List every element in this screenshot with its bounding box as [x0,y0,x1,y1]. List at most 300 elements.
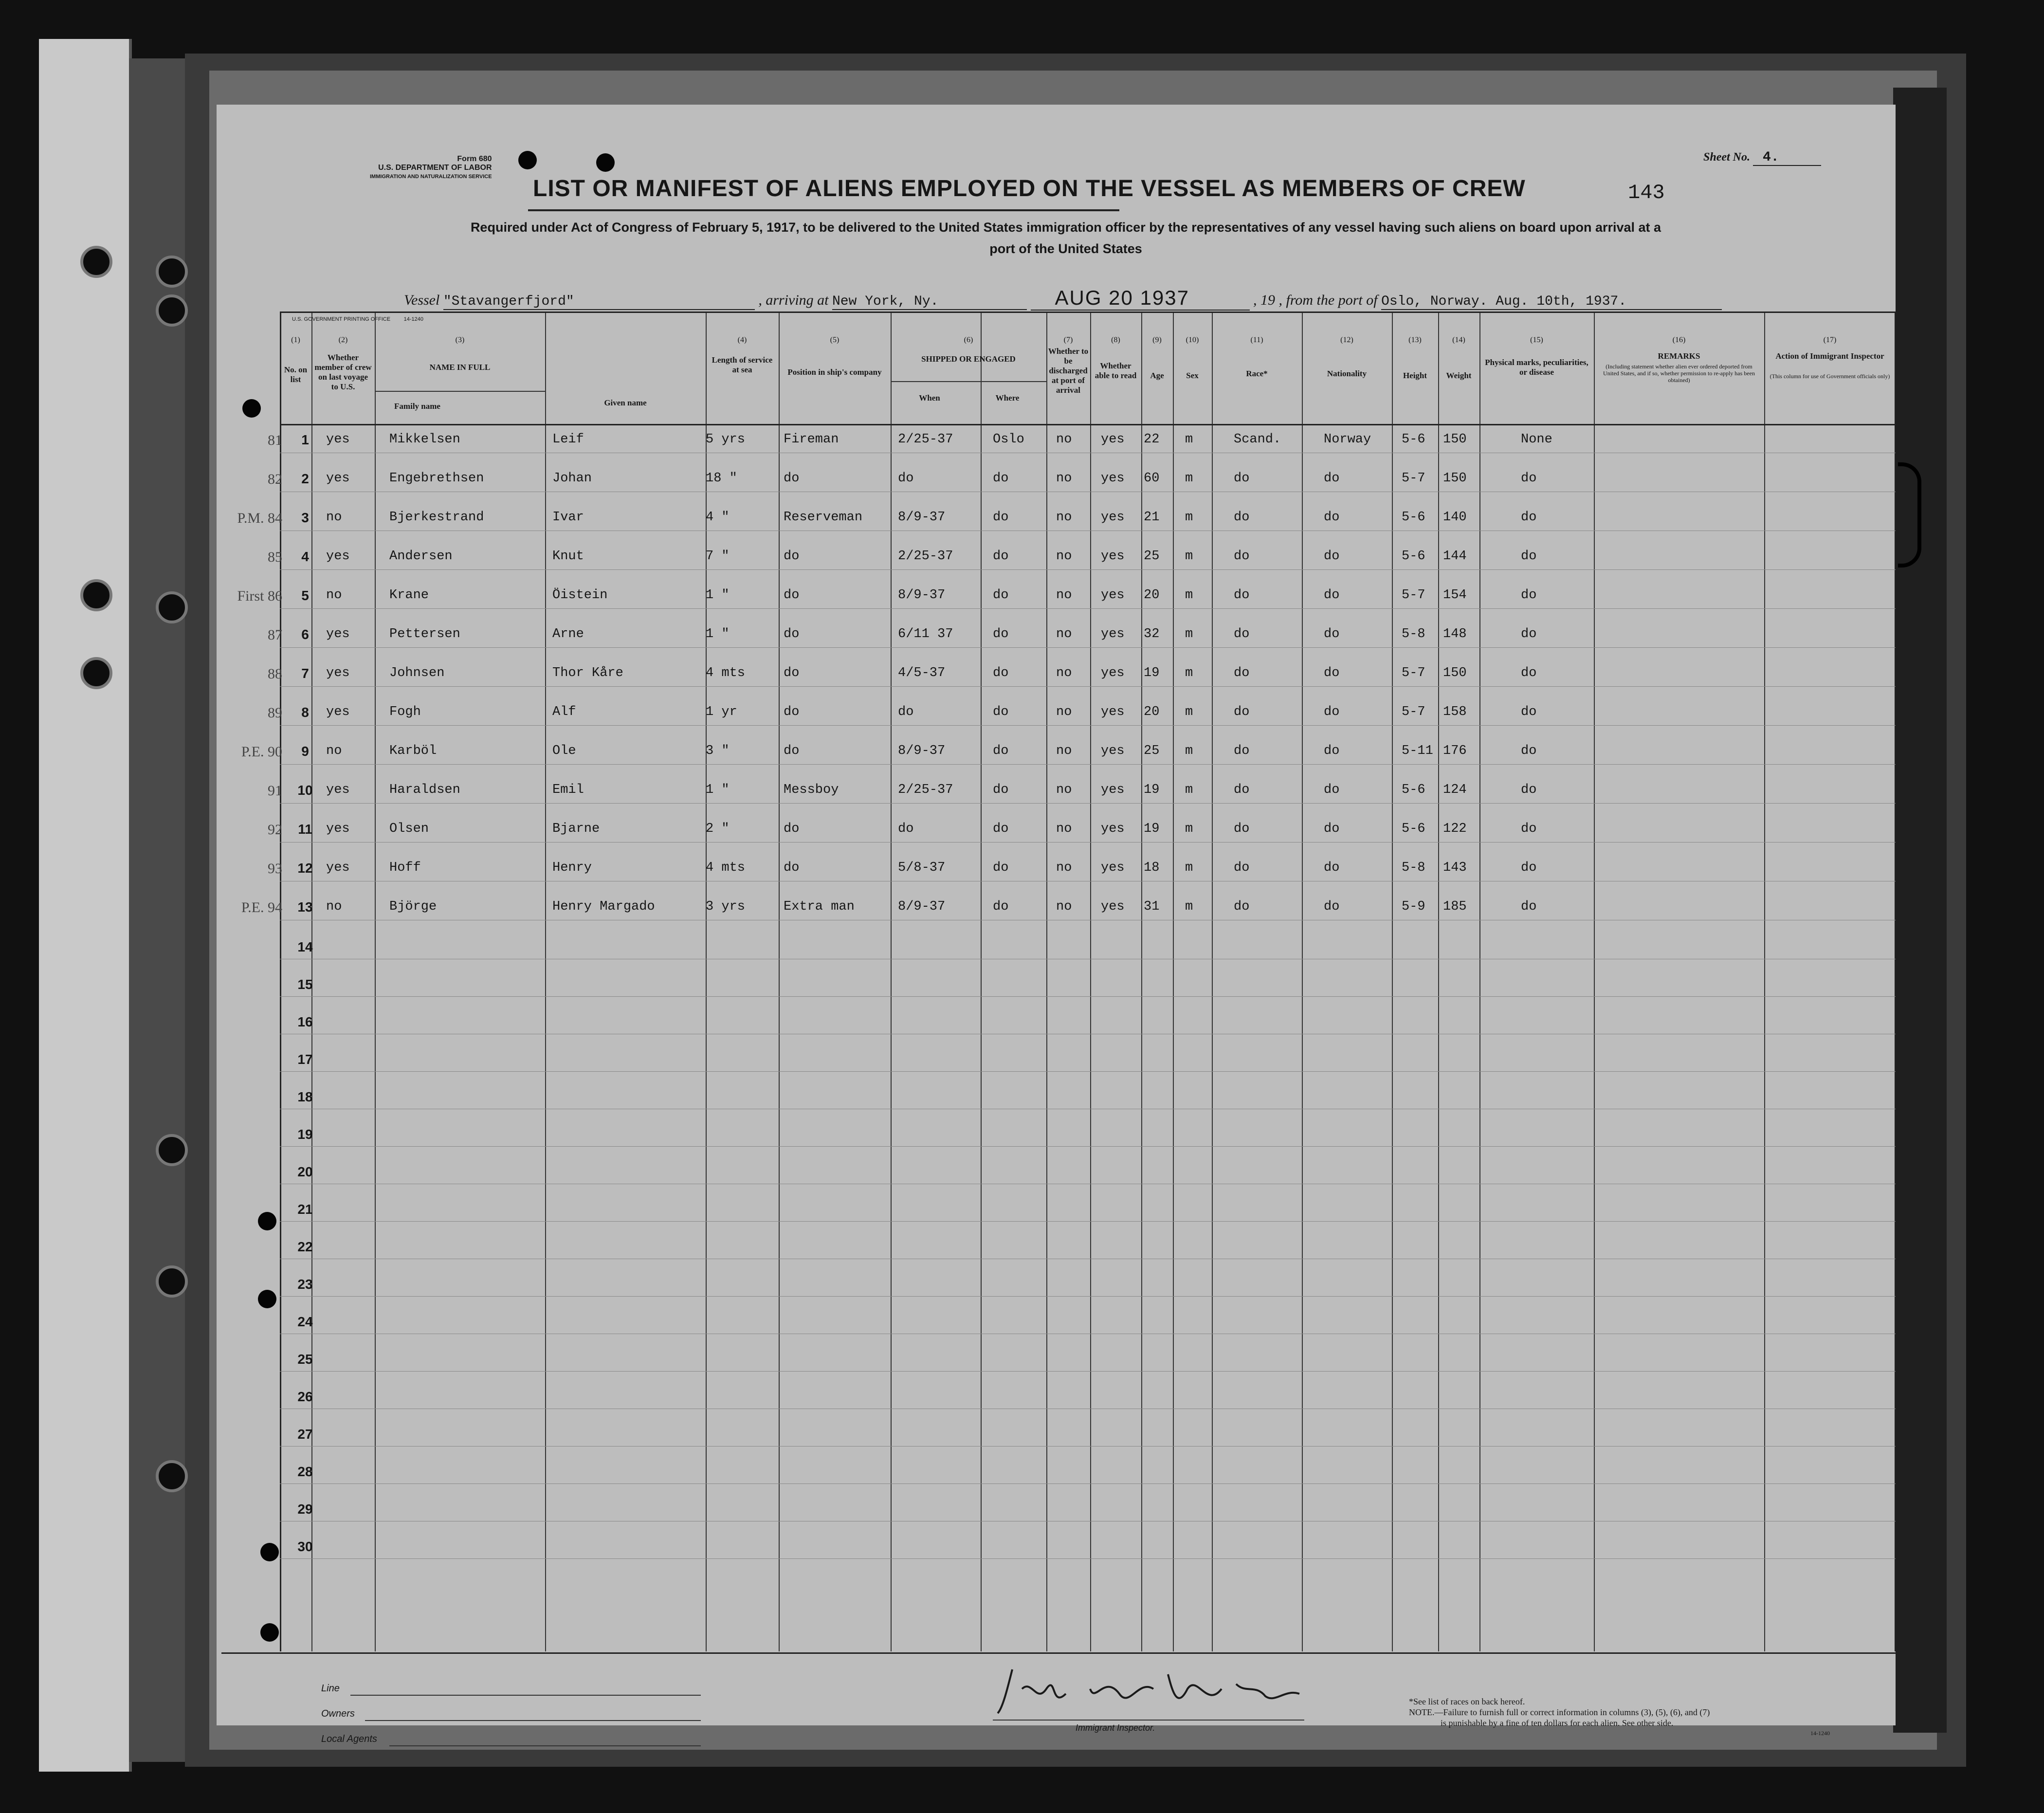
cell-family: Pettersen [389,627,460,641]
cell-where: do [993,510,1009,525]
cell-marks: do [1521,549,1537,564]
row-number: 3 [301,510,309,525]
col6-where-header: Where [995,393,1020,403]
cell-discharged: no [1056,666,1072,680]
row-number: 18 [297,1089,313,1104]
cell-height: 5-8 [1402,861,1425,875]
cell-age: 21 [1144,510,1160,525]
departure-port: Oslo, Norway. Aug. 10th, 1937. [1381,294,1722,310]
col14-num: (14) [1452,336,1465,344]
cell-marks: do [1521,861,1537,875]
cell-prev: yes [326,822,350,836]
cell-age: 25 [1144,744,1160,758]
cell-weight: 150 [1443,666,1467,680]
cell-race: do [1234,861,1250,875]
cell-prev: yes [326,861,350,875]
col17-subheader: (This column for use of Government officials only) [1770,373,1890,380]
col9-num: (9) [1152,336,1162,344]
cell-read: yes [1101,588,1125,603]
row-number: 10 [297,783,313,798]
punch-hole [260,1623,279,1642]
cell-race: do [1234,510,1250,525]
cell-race: do [1234,471,1250,486]
cell-position: do [784,822,800,836]
punch-hole [242,399,261,418]
cell-where: do [993,861,1009,875]
cell-service: 1 " [706,627,730,641]
cell-family: Olsen [389,822,429,836]
cell-prev: no [326,744,342,758]
margin-annotation: P.E. 94 [241,899,282,916]
cell-age: 18 [1144,861,1160,875]
row-rule [280,569,1896,570]
cell-family: Krane [389,588,429,603]
cell-family: Mikkelsen [389,432,460,447]
cell-read: yes [1101,471,1125,486]
cell-height: 5-7 [1402,666,1425,680]
row-number: 14 [297,939,313,954]
department-name: U.S. DEPARTMENT OF LABOR [378,164,492,172]
cell-marks: do [1521,744,1537,758]
page-title: LIST OR MANIFEST OF ALIENS EMPLOYED ON THE VESSEL AS MEMBERS OF CREW [533,176,1526,201]
inspector-signature [993,1660,1304,1728]
form-number: Form 680 [457,155,492,163]
cell-discharged: no [1056,432,1072,447]
cell-nationality: Norway [1324,432,1371,447]
cell-discharged: no [1056,744,1072,758]
cell-given: Emil [552,783,584,797]
cell-prev: no [326,510,342,525]
cell-service: 4 " [706,510,730,525]
margin-annotation: P.E. 90 [241,744,282,760]
crew-table [280,311,1896,1651]
cell-given: Thor Kåre [552,666,623,680]
row-number: 2 [301,471,309,486]
cell-discharged: no [1056,549,1072,564]
cell-marks: do [1521,627,1537,641]
row-number: 7 [301,666,309,681]
page-number: 143 [1628,181,1665,204]
cell-when: 8/9-37 [898,588,946,603]
cell-read: yes [1101,666,1125,680]
cell-marks: None [1521,432,1552,447]
cell-age: 60 [1144,471,1160,486]
cell-where: do [993,627,1009,641]
cell-age: 19 [1144,822,1160,836]
row-rule [280,996,1896,997]
cell-service: 2 " [706,822,730,836]
cell-service: 18 " [706,471,737,486]
cell-when: 8/9-37 [898,510,946,525]
punch-hole [80,579,112,611]
cell-marks: do [1521,899,1537,914]
cell-marks: do [1521,588,1537,603]
col6-num: (6) [964,336,973,344]
cell-marks: do [1521,666,1537,680]
punch-hole [156,1460,188,1492]
cell-race: do [1234,822,1250,836]
col8-header: Whether able to read [1095,361,1137,380]
cell-read: yes [1101,549,1125,564]
col10-num: (10) [1186,336,1199,344]
cell-discharged: no [1056,861,1072,875]
row-rule [280,1483,1896,1484]
line-field[interactable] [350,1695,701,1696]
cell-prev: yes [326,549,350,564]
footnote-penalty: NOTE.—Failure to furnish full or correct information in columns (3), (5), (6), and (7) [1409,1707,1710,1717]
col12-num: (12) [1340,336,1353,344]
row-number: 5 [301,588,309,603]
row-rule [280,686,1896,687]
row-number: 4 [301,549,309,564]
local-agents-label: Local Agents [321,1734,377,1744]
cell-weight: 140 [1443,510,1467,525]
row-rule [280,1446,1896,1447]
line-label: Line [321,1683,340,1694]
cell-nationality: do [1324,549,1340,564]
sheet-value: 4. [1753,150,1821,166]
cell-where: do [993,549,1009,564]
cell-where: do [993,705,1009,719]
cell-given: Bjarne [552,822,600,836]
cell-race: do [1234,744,1250,758]
cell-nationality: do [1324,783,1340,797]
footnote-races: *See list of races on back hereof. [1409,1697,1525,1706]
col8-num: (8) [1111,336,1120,344]
cell-family: Hoff [389,861,421,875]
cell-where: do [993,822,1009,836]
row-number: 11 [298,822,312,837]
cell-position: do [784,666,800,680]
form-header [370,155,492,181]
punch-hole [156,256,188,288]
cell-service: 4 mts [706,666,746,680]
cell-position: do [784,744,800,758]
cell-prev: yes [326,705,350,719]
cell-given: Knut [552,549,584,564]
cell-prev: no [326,899,342,914]
service-name: IMMIGRATION AND NATURALIZATION SERVICE [370,174,492,180]
cell-height: 5-6 [1402,783,1425,797]
punch-hole [80,657,112,689]
cell-given: Alf [552,705,576,719]
cell-age: 19 [1144,783,1160,797]
cell-race: do [1234,549,1250,564]
row-number: 19 [297,1127,313,1142]
col9-header: Age [1150,371,1164,380]
cell-sex: m [1185,627,1193,641]
cell-position: Extra man [784,899,855,914]
cell-read: yes [1101,627,1125,641]
cell-height: 5-6 [1402,549,1425,564]
cell-height: 5-11 [1402,744,1433,758]
row-number: 24 [297,1314,313,1329]
cell-age: 20 [1144,588,1160,603]
owners-field[interactable] [365,1720,701,1721]
cell-discharged: no [1056,705,1072,719]
col3-family-header: Family name [394,402,440,411]
cell-height: 5-8 [1402,627,1425,641]
cell-discharged: no [1056,899,1072,914]
col16-header: REMARKS [1658,351,1700,361]
col11-header: Race* [1246,369,1268,378]
cell-family: Haraldsen [389,783,460,797]
cell-prev: yes [326,666,350,680]
voyage-line [404,286,1722,311]
cell-given: Henry [552,861,592,875]
vessel-name: "Stavangerfjord" [443,294,755,310]
margin-annotation: 88 [268,666,282,682]
cell-height: 5-9 [1402,899,1425,914]
col3-given-header: Given name [604,398,647,407]
local-agents-field[interactable] [389,1745,701,1746]
punch-hole [596,153,615,172]
col7-header: Whether to be discharged at port of arrival [1048,347,1089,395]
row-number: 25 [297,1352,313,1367]
row-number: 13 [297,899,313,915]
cell-position: Messboy [784,783,839,797]
cell-family: Andersen [389,549,453,564]
cell-age: 22 [1144,432,1160,447]
cell-service: 4 mts [706,861,746,875]
cell-service: 3 " [706,744,730,758]
punch-hole [156,591,188,623]
row-number: 30 [297,1539,313,1554]
owners-label: Owners [321,1708,355,1719]
row-number: 1 [301,432,309,447]
cell-prev: no [326,588,342,603]
cell-weight: 154 [1443,588,1467,603]
col17-header: Action of Immigrant Inspector [1775,351,1884,361]
cell-position: do [784,705,800,719]
cell-marks: do [1521,783,1537,797]
cell-weight: 122 [1443,822,1467,836]
cell-marks: do [1521,822,1537,836]
cell-where: do [993,899,1009,914]
cell-race: do [1234,705,1250,719]
arriving-label: , arriving at [758,292,829,308]
cell-position: Fireman [784,432,839,447]
subtitle [273,217,1859,259]
col4-num: (4) [737,336,747,344]
cell-age: 20 [1144,705,1160,719]
cell-height: 5-6 [1402,822,1425,836]
cell-discharged: no [1056,822,1072,836]
row-rule [280,1221,1896,1222]
col1-header: No. on list [284,365,308,384]
row-number: 21 [297,1202,313,1217]
from-label: , from the port of [1278,292,1378,308]
row-rule [280,764,1896,765]
cell-when: 5/8-37 [898,861,946,875]
row-number: 20 [297,1164,313,1179]
cell-weight: 148 [1443,627,1467,641]
cell-family: Karböl [389,744,437,758]
cell-sex: m [1185,744,1193,758]
cell-prev: yes [326,627,350,641]
cell-prev: yes [326,471,350,486]
cell-given: Henry Margado [552,899,655,914]
cell-discharged: no [1056,471,1072,486]
col16-num: (16) [1672,336,1686,344]
col4-header: Length of service at sea [712,355,773,374]
cell-where: Oslo [993,432,1024,447]
cell-position: do [784,861,800,875]
cell-where: do [993,783,1009,797]
cell-height: 5-7 [1402,471,1425,486]
cell-marks: do [1521,510,1537,525]
row-number: 9 [301,744,309,759]
col11-num: (11) [1250,336,1263,344]
cell-race: do [1234,666,1250,680]
cell-where: do [993,588,1009,603]
col12-header: Nationality [1327,369,1367,378]
binder-clip [1898,462,1921,568]
cell-weight: 143 [1443,861,1467,875]
margin-annotation: 85 [268,549,282,565]
cell-age: 31 [1144,899,1160,914]
cell-sex: m [1185,471,1193,486]
margin-annotation: 91 [268,783,282,799]
cell-when: 8/9-37 [898,744,946,758]
cell-given: Leif [552,432,584,447]
right-board [1893,88,1947,1733]
row-number: 12 [297,861,313,876]
cell-weight: 124 [1443,783,1467,797]
margin-annotation: P.M. 84 [237,510,282,526]
row-rule [280,647,1896,648]
cell-nationality: do [1324,822,1340,836]
cell-sex: m [1185,861,1193,875]
cell-position: do [784,627,800,641]
cell-position: do [784,471,800,486]
print-code: 14-1240 [403,316,423,322]
printing-office-label: U.S. GOVERNMENT PRINTING OFFICE [292,316,391,322]
row-number: 22 [297,1239,313,1254]
cell-service: 7 " [706,549,730,564]
cell-when: 8/9-37 [898,899,946,914]
cell-when: 4/5-37 [898,666,946,680]
cell-read: yes [1101,705,1125,719]
cell-sex: m [1185,822,1193,836]
cell-given: Ole [552,744,576,758]
margin-annotation: 87 [268,627,282,643]
cell-race: do [1234,588,1250,603]
cell-service: 3 yrs [706,899,746,914]
row-number: 23 [297,1277,313,1292]
row-number: 6 [301,627,309,642]
punch-hole [156,294,188,327]
col2-header: Whether member of crew on last voyage to U.S. [314,353,372,391]
col17-num: (17) [1823,336,1837,344]
cell-height: 5-7 [1402,705,1425,719]
cell-read: yes [1101,899,1125,914]
row-number: 28 [297,1464,313,1479]
vessel-label: Vessel [404,292,440,308]
binder-strip [39,39,132,1772]
col3-header: NAME IN FULL [429,363,491,372]
title-underline [528,209,1119,211]
footer-code: 14-1240 [1810,1730,1830,1737]
row-number: 27 [297,1427,313,1442]
row-rule [280,1558,1896,1559]
cell-service: 1 " [706,588,730,603]
row-number: 26 [297,1389,313,1404]
row-number: 29 [297,1502,313,1517]
cell-nationality: do [1324,861,1340,875]
cell-family: Fogh [389,705,421,719]
inspector-line [993,1720,1304,1721]
cell-nationality: do [1324,705,1340,719]
col13-num: (13) [1408,336,1422,344]
cell-height: 5-6 [1402,432,1425,447]
cell-weight: 176 [1443,744,1467,758]
cell-race: do [1234,899,1250,914]
col16-subheader: (Including statement whether alien ever ordered deported from United States, and if so, whether permission to re-apply has been obtained) [1603,363,1755,384]
cell-read: yes [1101,432,1125,447]
cell-sex: m [1185,588,1193,603]
footnote-penalty-cont: is punishable by a fine of ten dollars for each alien. See other side. [1441,1718,1674,1728]
col3-num: (3) [455,336,465,344]
date-stamp: AUG 20 1937 [1031,286,1250,311]
col6-when-header: When [919,393,940,403]
col7-num: (7) [1063,336,1073,344]
col15-num: (15) [1530,336,1543,344]
cell-when: do [898,705,914,719]
cell-marks: do [1521,471,1537,486]
cell-prev: yes [326,432,350,447]
cell-nationality: do [1324,666,1340,680]
subtitle-line-2: port of the United States [989,241,1142,256]
cell-where: do [993,666,1009,680]
punch-hole [258,1290,276,1308]
cell-service: 1 " [706,783,730,797]
cell-weight: 144 [1443,549,1467,564]
cell-given: Ivar [552,510,584,525]
cell-read: yes [1101,861,1125,875]
cell-nationality: do [1324,510,1340,525]
cell-weight: 158 [1443,705,1467,719]
cell-sex: m [1185,783,1193,797]
cell-where: do [993,471,1009,486]
row-number: 8 [301,705,309,720]
sheet-number [1703,150,1821,166]
punch-hole [156,1134,188,1166]
cell-prev: yes [326,783,350,797]
cell-where: do [993,744,1009,758]
margin-annotation: First 86 [237,588,282,604]
punch-hole [518,151,537,169]
cell-service: 5 yrs [706,432,746,447]
punch-hole [260,1543,279,1561]
cell-read: yes [1101,510,1125,525]
cell-height: 5-7 [1402,588,1425,603]
cell-when: 6/11 37 [898,627,953,641]
row-rule [280,803,1896,804]
inspector-label: Immigrant Inspector. [1076,1723,1155,1733]
margin-annotation: 92 [268,822,282,838]
cell-when: 2/25-37 [898,432,953,447]
cell-discharged: no [1056,783,1072,797]
cell-sex: m [1185,666,1193,680]
cell-discharged: no [1056,588,1072,603]
arrival-port: New York, Ny. [832,294,1027,310]
cell-sex: m [1185,899,1193,914]
cell-discharged: no [1056,510,1072,525]
punch-hole [156,1265,188,1298]
cell-marks: do [1521,705,1537,719]
cell-service: 1 yr [706,705,737,719]
